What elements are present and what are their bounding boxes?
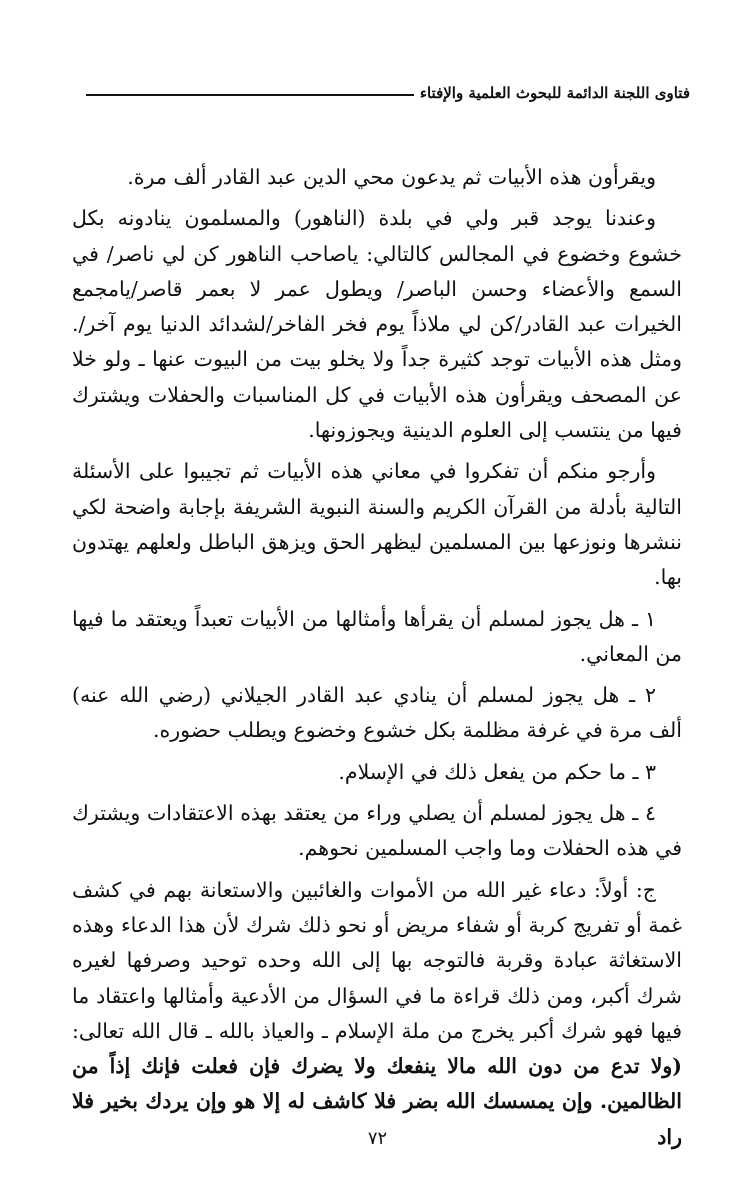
quran-quote: (ولا تدع من دون الله مالا ينفعك ولا يضرك فإن فعلت فإنك إذاً من الظالمين. وإن يمسسك الله بضر فلا كاشف له إلا هو وإن يردك بخير فلا راد: [72, 1054, 682, 1149]
answer-paragraph: [72, 873, 682, 1155]
question-1: ١ ـ هل يجوز لمسلم أن يقرأها وأمثالها من الأبيات تعبداً ويعتقد ما فيها من المعاني.: [72, 606, 682, 666]
paragraph-request: وأرجو منكم أن تفكروا في معاني هذه الأبيات ثم تجيبوا على الأسئلة التالية بأدلة من القرآن الكريم والسنة النبوية الشريفة بإجابة واضحة لكي ننشرها ونوزعها بين المسلمين ليظهر الحق ويزهق الباطل ولعلهم يهتدون بها.: [72, 459, 682, 590]
header-rule: [86, 94, 414, 96]
answer-text: ج: أولاً: دعاء غير الله من الأموات والغائبين والاستعانة بهم في كشف غمة أو تفريج كربة أو شفاء مريض أو نحو ذلك شرك لأن هذا الدعاء وهذه الاستغاثة عبادة وقربة فالتوجه بها إلى الله وحده توحيد وصرفها لغيره شرك أكبر، ومن ذلك قراءة ما في السؤال من الأدعية وأمثالها واعتقاد ما فيها فهو شرك أكبر يخرج من ملة الإسلام ـ والعياذ بالله ـ قال الله تعالى:: [72, 877, 682, 1043]
question-2: ٢ ـ هل يجوز لمسلم أن ينادي عبد القادر الجيلاني (رضي الله عنه) ألف مرة في غرفة مظلمة بكل خشوع وخضوع ويطلب حضوره.: [72, 683, 682, 743]
running-header: [86, 78, 690, 108]
page-number: ٧٢: [367, 1128, 388, 1149]
paragraph-description: وعندنا يوجد قبر ولي في بلدة (الناهور) والمسلمون ينادونه بكل خشوع وخضوع في المجالس كالتالي: ياصاحب الناهور كن لي ناصر/ في السمع والأعضاء وحسن الباصر/ ويطول عمر لا بعمر قاصر/يامجمع الخيرات عبد القادر/كن لي ملاذاً يوم فخر الفاخر/لشدائد الدنيا يوم آخر/. ومثل هذه الأبيات توجد كثيرة جداً ولا يخلو بيت من البيوت عنها ـ ولو خلا عن المصحف ويقرأون هذه الأبيات في كل المناسبات والحفلات ويشترك فيها من ينتسب إلى العلوم الدينية ويجوزونها.: [72, 206, 682, 443]
header-title: فتاوى اللجنة الدائمة للبحوث العلمية والإفتاء: [419, 84, 690, 102]
paragraph-intro: ويقرأون هذه الأبيات ثم يدعون محي الدين عبد القادر ألف مرة.: [127, 165, 656, 189]
question-3: ٣ ـ ما حكم من يفعل ذلك في الإسلام.: [338, 759, 656, 784]
question-4: ٤ ـ هل يجوز لمسلم أن يصلي وراء من يعتقد بهذه الاعتقادات ويشترك في هذه الحفلات وما واجب المسلمين نحوهم.: [72, 801, 682, 861]
body-text: [72, 160, 682, 1155]
